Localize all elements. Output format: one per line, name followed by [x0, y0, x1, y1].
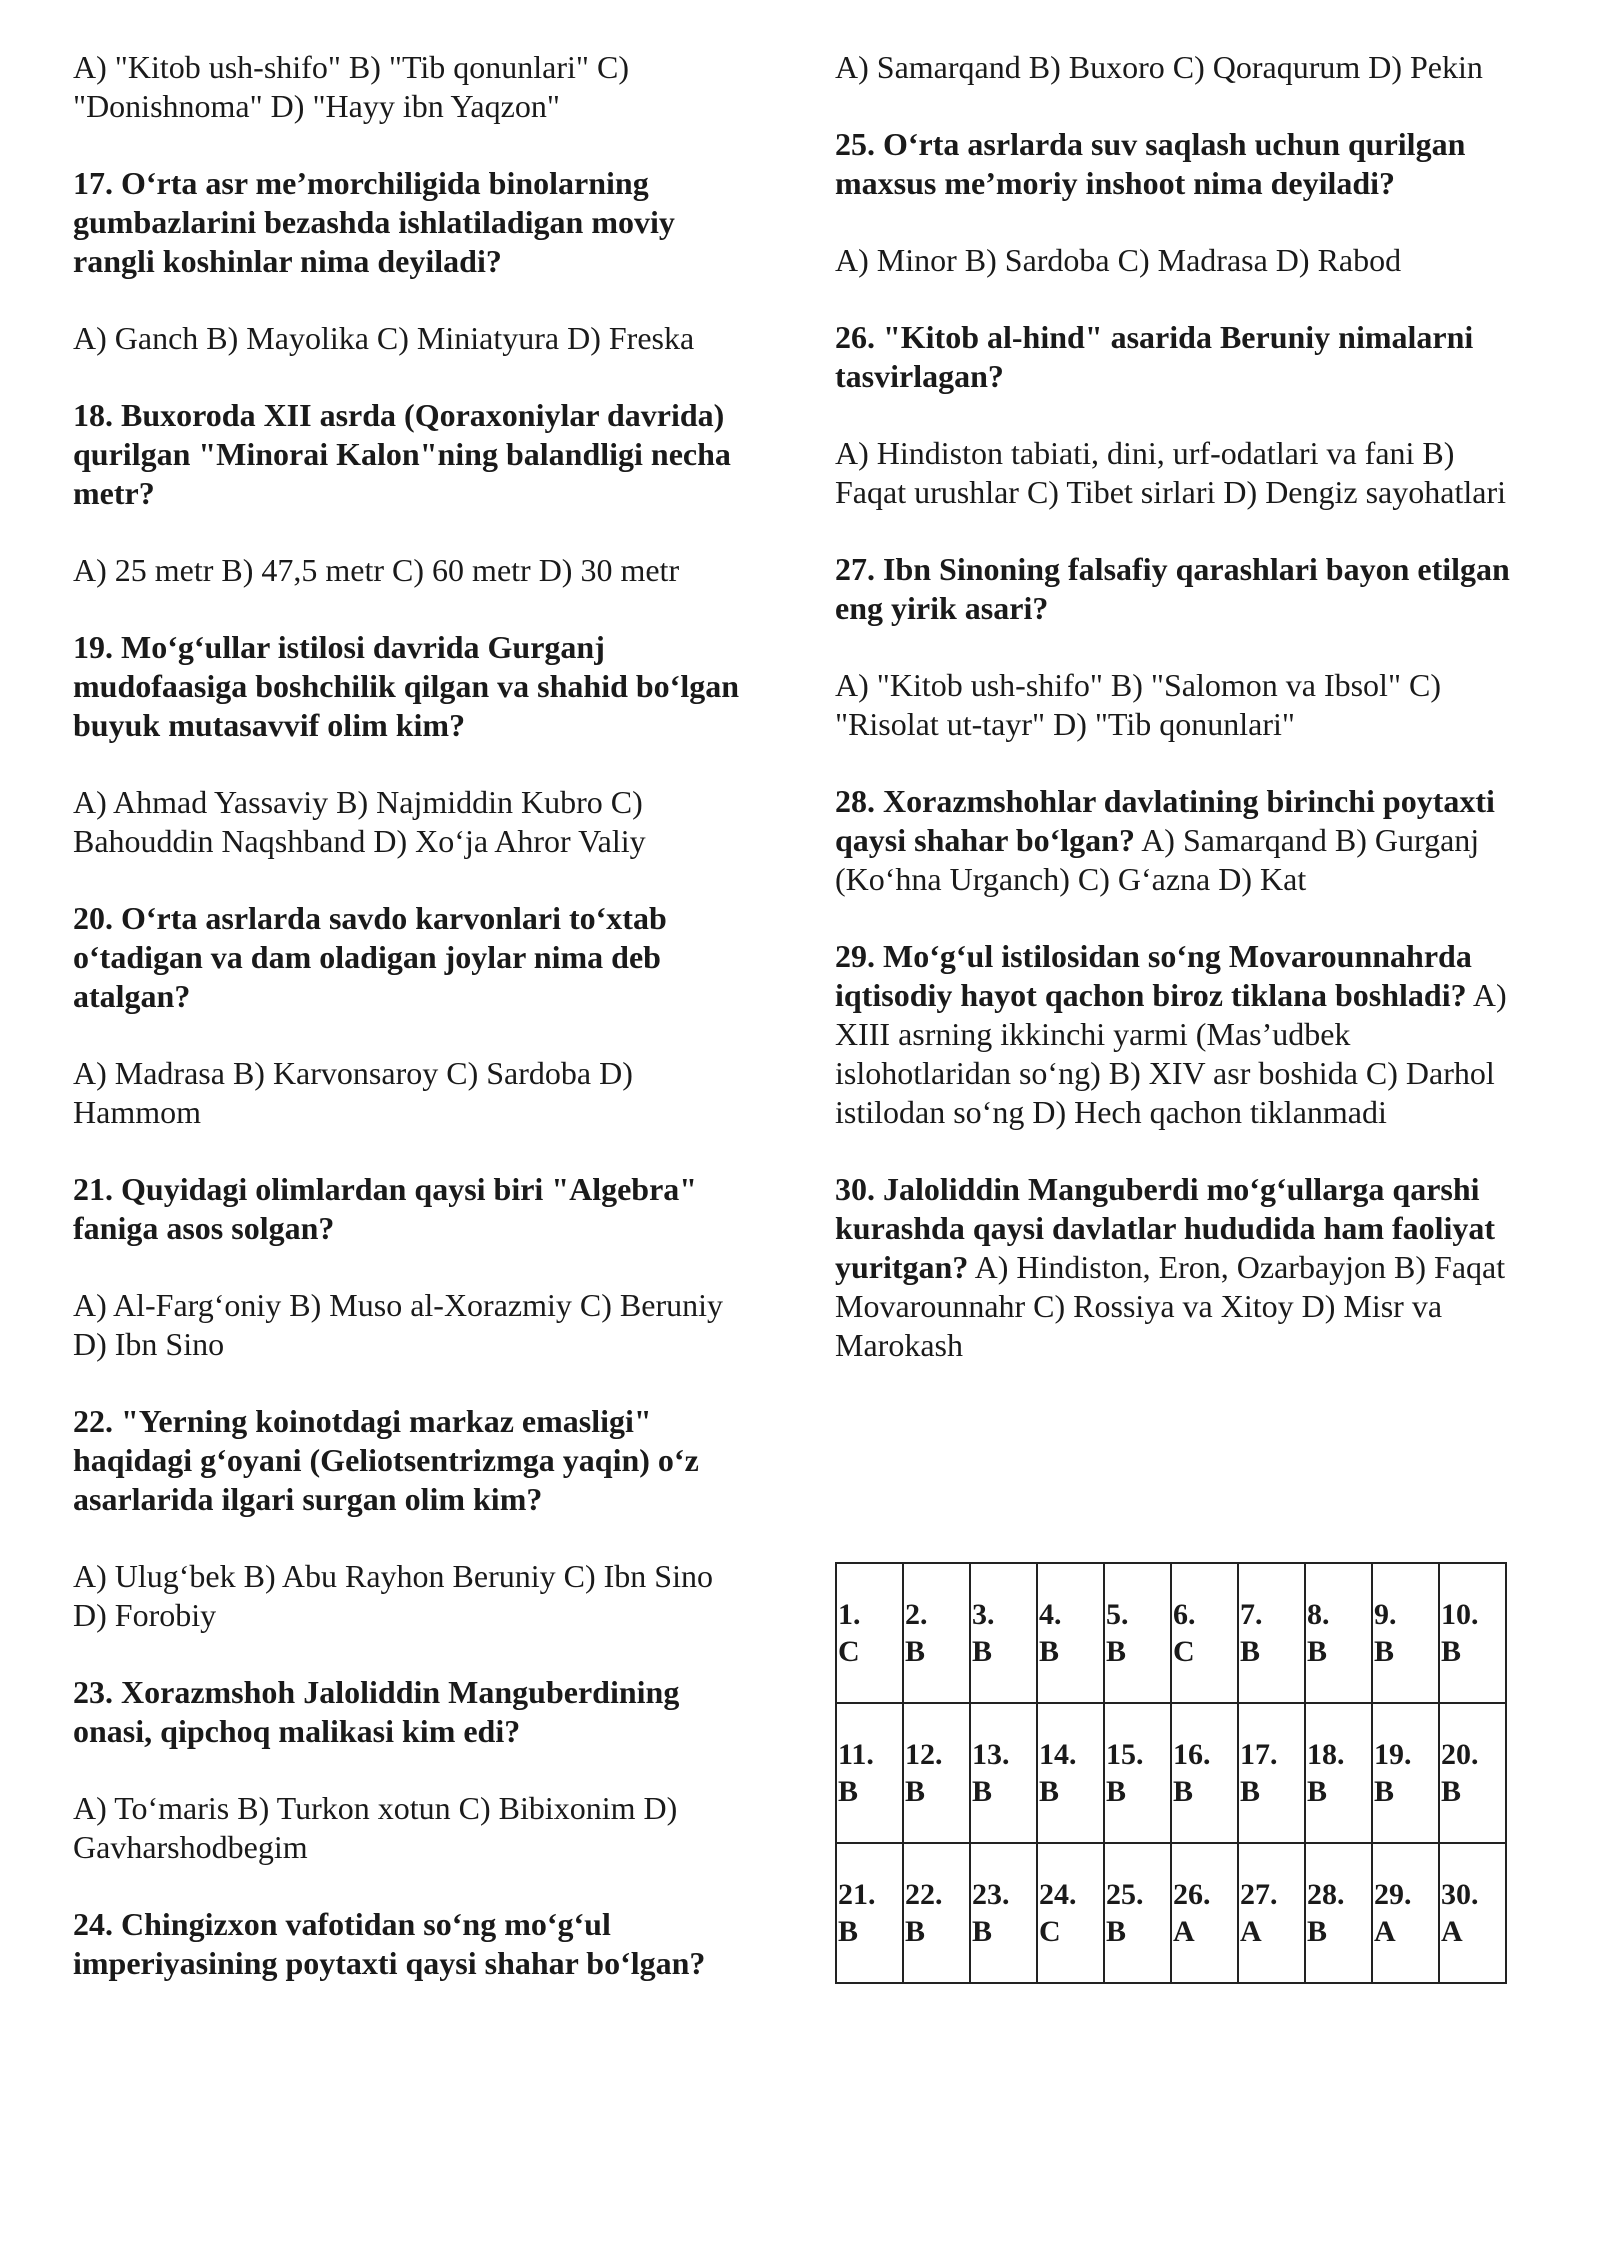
answer-letter: B [1307, 1635, 1328, 1668]
options-17: A) Ganch B) Mayolika C) Miniatyura D) Freska [73, 320, 695, 356]
answer-letter: B [838, 1915, 859, 1948]
answer-number: 3. [972, 1598, 995, 1631]
right-column [835, 48, 1515, 1365]
answer-number: 9. [1374, 1598, 1397, 1631]
answer-number: 25. [1106, 1878, 1144, 1911]
answer-letter: B [1441, 1635, 1462, 1668]
answer-cell [1171, 1843, 1238, 1983]
answer-cell [1037, 1703, 1104, 1843]
answer-number: 23. [972, 1878, 1010, 1911]
answer-cell [1037, 1563, 1104, 1703]
answer-cell [836, 1703, 903, 1843]
answer-number: 4. [1039, 1598, 1062, 1631]
answer-number: 8. [1307, 1598, 1330, 1631]
answer-letter: B [1173, 1775, 1194, 1808]
options-24: A) Samarqand B) Buxoro C) Qoraqurum D) Pekin [835, 49, 1483, 85]
answer-row [836, 1843, 1506, 1983]
answer-letter: B [972, 1915, 993, 1948]
answer-letter: B [1106, 1635, 1127, 1668]
answer-number: 1. [838, 1598, 861, 1631]
answer-letter: B [1441, 1775, 1462, 1808]
answer-number: 5. [1106, 1598, 1129, 1631]
question-23: 23. Xorazmshoh Jaloliddin Manguberdining onasi, qipchoq malikasi kim edi? [73, 1674, 680, 1749]
question-24: 24. Chingizxon vafotidan so‘ng mo‘g‘ul imperiyasining poytaxti qaysi shahar bo‘lgan? [73, 1906, 706, 1981]
answer-number: 16. [1173, 1738, 1211, 1771]
answer-number: 24. [1039, 1878, 1077, 1911]
answer-number: 27. [1240, 1878, 1278, 1911]
answer-cell [903, 1703, 970, 1843]
answer-letter: C [1173, 1635, 1195, 1668]
question-29: 29. Mo‘g‘ul istilosidan so‘ng Movarounnahrda iqtisodiy hayot qachon biroz tiklana boshladi? [835, 938, 1472, 1013]
question-30: 30. Jaloliddin Manguberdi mo‘g‘ullarga qarshi kurashda qaysi davlatlar hududida ham faoliyat yuritgan? [835, 1171, 1496, 1285]
answer-cell [1305, 1703, 1372, 1843]
answer-cell [903, 1843, 970, 1983]
options-22: A) Ulug‘bek B) Abu Rayhon Beruniy C) Ibn Sino D) Forobiy [73, 1558, 713, 1633]
answer-letter: B [1106, 1775, 1127, 1808]
answer-number: 30. [1441, 1878, 1479, 1911]
answer-cell [1238, 1563, 1305, 1703]
answer-row [836, 1703, 1506, 1843]
answer-cell [1171, 1703, 1238, 1843]
answer-number: 11. [838, 1738, 874, 1771]
options-21: A) Al-Farg‘oniy B) Muso al-Xorazmiy C) Beruniy D) Ibn Sino [73, 1287, 723, 1362]
answer-number: 15. [1106, 1738, 1144, 1771]
answer-cell [970, 1703, 1037, 1843]
question-17: 17. O‘rta asr me’morchiligida binolarning gumbazlarini bezashda ishlatiladigan moviy rangli koshinlar nima deyiladi? [73, 165, 675, 279]
answer-number: 14. [1039, 1738, 1077, 1771]
answer-number: 2. [905, 1598, 928, 1631]
answer-key-table [835, 1562, 1507, 1984]
answer-number: 6. [1173, 1598, 1196, 1631]
question-25: 25. O‘rta asrlarda suv saqlash uchun qurilgan maxsus me’moriy inshoot nima deyiladi? [835, 126, 1466, 201]
options-29: A) XIII asrning ikkinchi yarmi (Mas’udbek islohotlaridan so‘ng) B) XIV asr boshida C) Darhol istilodan so‘ng D) Hech qachon tiklanmadi [835, 977, 1507, 1130]
answer-letter: B [1106, 1915, 1127, 1948]
options-26: A) Hindiston tabiati, dini, urf-odatlari va fani B) Faqat urushlar C) Tibet sirlari D) Dengiz sayohatlari [835, 435, 1506, 510]
answer-letter: A [1240, 1915, 1262, 1948]
answer-letter: B [1039, 1775, 1060, 1808]
options-19: A) Ahmad Yassaviy B) Najmiddin Kubro C) Bahouddin Naqshband D) Xo‘ja Ahror Valiy [73, 784, 646, 859]
answer-cell [836, 1843, 903, 1983]
answer-number: 7. [1240, 1598, 1263, 1631]
options-25: A) Minor B) Sardoba C) Madrasa D) Rabod [835, 242, 1402, 278]
answer-letter: A [1374, 1915, 1396, 1948]
answer-cell [970, 1563, 1037, 1703]
question-22: 22. "Yerning koinotdagi markaz emasligi" haqidagi g‘oyani (Geliotsentrizmga yaqin) o‘z asarlarida ilgari surgan olim kim? [73, 1403, 699, 1517]
answer-cell [836, 1563, 903, 1703]
answer-cell [1104, 1843, 1171, 1983]
answer-cell [1372, 1703, 1439, 1843]
question-27: 27. Ibn Sinoning falsafiy qarashlari bayon etilgan eng yirik asari? [835, 551, 1510, 626]
answer-letter: C [1039, 1915, 1061, 1948]
answer-letter: B [905, 1775, 926, 1808]
answer-letter: A [1441, 1915, 1463, 1948]
question-29-block [835, 937, 1515, 1132]
answer-cell [903, 1563, 970, 1703]
answer-number: 18. [1307, 1738, 1345, 1771]
question-18: 18. Buxoroda XII asrda (Qoraxoniylar davrida) qurilgan "Minorai Kalon"ning balandligi necha metr? [73, 397, 731, 511]
question-21: 21. Quyidagi olimlardan qaysi biri "Algebra" faniga asos solgan? [73, 1171, 698, 1246]
options-18: A) 25 metr B) 47,5 metr C) 60 metr D) 30 metr [73, 552, 680, 588]
answer-cell [1171, 1563, 1238, 1703]
answer-number: 17. [1240, 1738, 1278, 1771]
question-26: 26. "Kitob al-hind" asarida Beruniy nimalarni tasvirlagan? [835, 319, 1474, 394]
options-27: A) "Kitob ush-shifo" B) "Salomon va Ibsol" C) "Risolat ut-tayr" D) "Tib qonunlari" [835, 667, 1441, 742]
answer-letter: B [905, 1635, 926, 1668]
answer-number: 29. [1374, 1878, 1412, 1911]
answer-number: 13. [972, 1738, 1010, 1771]
question-20: 20. O‘rta asrlarda savdo karvonlari to‘xtab o‘tadigan va dam oladigan joylar nima deb atalgan? [73, 900, 667, 1014]
answer-number: 28. [1307, 1878, 1345, 1911]
answer-cell [1238, 1703, 1305, 1843]
answer-number: 26. [1173, 1878, 1211, 1911]
answer-number: 12. [905, 1738, 943, 1771]
answer-letter: B [1374, 1635, 1395, 1668]
answer-letter: A [1173, 1915, 1195, 1948]
answer-letter: C [838, 1635, 860, 1668]
answer-cell [1372, 1563, 1439, 1703]
answer-number: 20. [1441, 1738, 1479, 1771]
answer-letter: B [1374, 1775, 1395, 1808]
question-30-block [835, 1170, 1515, 1365]
answer-cell [1305, 1843, 1372, 1983]
options-28: A) Samarqand B) Gurganj (Ko‘hna Urganch) C) G‘azna D) Kat [835, 822, 1480, 897]
answer-number: 22. [905, 1878, 943, 1911]
options-16: A) "Kitob ush-shifo" B) "Tib qonunlari" C) "Donishnoma" D) "Hayy ibn Yaqzon" [73, 49, 629, 124]
answer-cell [1037, 1843, 1104, 1983]
question-28-block [835, 782, 1515, 899]
answer-number: 19. [1374, 1738, 1412, 1771]
answer-letter: B [1307, 1915, 1328, 1948]
answer-letter: B [905, 1915, 926, 1948]
answer-number: 10. [1441, 1598, 1479, 1631]
answer-cell [1238, 1843, 1305, 1983]
answer-letter: B [1307, 1775, 1328, 1808]
answer-row [836, 1563, 1506, 1703]
answer-cell [1104, 1703, 1171, 1843]
answer-letter: B [972, 1775, 993, 1808]
options-30: A) Hindiston, Eron, Ozarbayjon B) Faqat Movarounnahr C) Rossiya va Xitoy D) Misr va Marokash [835, 1249, 1506, 1363]
answer-letter: B [1240, 1775, 1261, 1808]
options-20: A) Madrasa B) Karvonsaroy C) Sardoba D) Hammom [73, 1055, 633, 1130]
answer-cell [1104, 1563, 1171, 1703]
answer-cell [1372, 1843, 1439, 1983]
answer-letter: B [1240, 1635, 1261, 1668]
answer-letter: B [972, 1635, 993, 1668]
answer-letter: B [1039, 1635, 1060, 1668]
left-column [73, 48, 753, 1983]
answer-cell [1439, 1843, 1506, 1983]
answer-cell [970, 1843, 1037, 1983]
question-19: 19. Mo‘g‘ullar istilosi davrida Gurganj mudofaasiga boshchilik qilgan va shahid bo‘lgan buyuk mutasavvif olim kim? [73, 629, 740, 743]
answer-cell [1305, 1563, 1372, 1703]
answer-cell [1439, 1703, 1506, 1843]
answer-letter: B [838, 1775, 859, 1808]
answer-number: 21. [838, 1878, 876, 1911]
options-23: A) To‘maris B) Turkon xotun C) Bibixonim D) Gavharshodbegim [73, 1790, 678, 1865]
question-28: 28. Xorazmshohlar davlatining birinchi poytaxti qaysi shahar bo‘lgan? [835, 783, 1495, 858]
answer-cell [1439, 1563, 1506, 1703]
